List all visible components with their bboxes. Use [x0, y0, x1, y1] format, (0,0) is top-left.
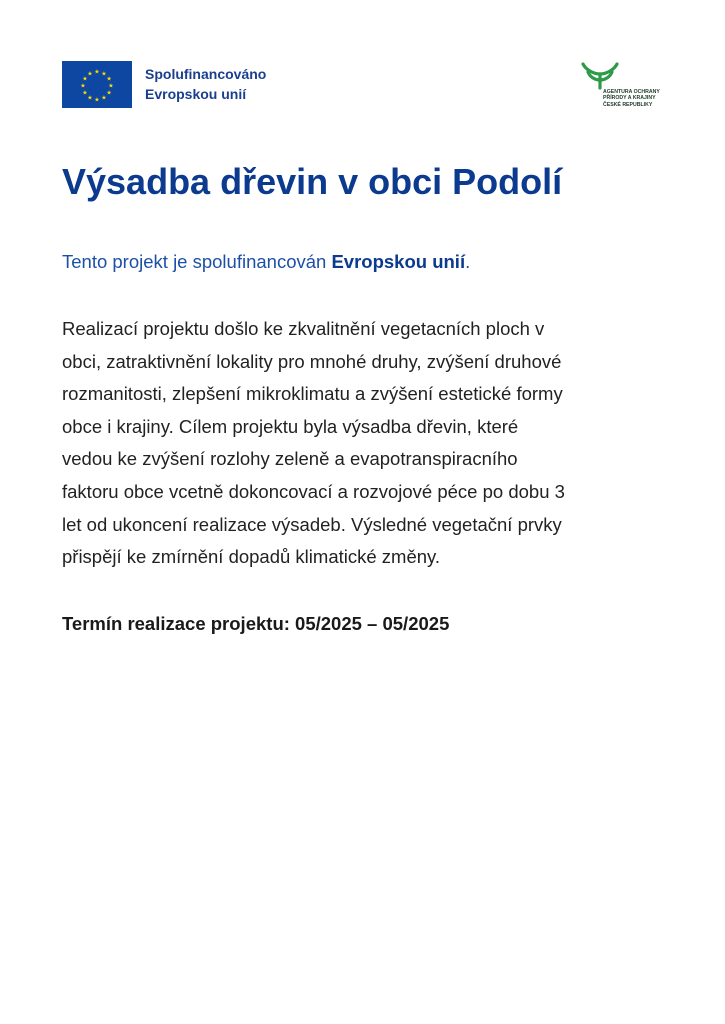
leaf-sprout-icon	[576, 60, 666, 90]
eu-flag-logo	[62, 61, 132, 108]
page-header	[0, 0, 725, 130]
body-line: obci, zatraktivnění lokality pro mnohé druhy, zvýšení druhové	[62, 350, 562, 372]
project-term: Termín realizace projektu: 05/2025 – 05/2025	[62, 613, 450, 634]
body-line: vedou ke zvýšení rozlohy zeleně a evapotranspiracního	[62, 448, 518, 470]
body-line: let od ukoncení realizace výsadeb. Výsledné vegetační prvky	[62, 513, 562, 535]
eu-label-line1: Spolufinancováno	[145, 66, 267, 82]
intro-suffix: .	[465, 251, 471, 272]
body-line: přispějí ke zmírnění dopadů klimatické změny.	[62, 546, 441, 568]
body-line: obce i krajiny. Cílem projektu byla výsadba dřevin, které	[62, 415, 519, 437]
svg-text:★: ★	[108, 82, 114, 90]
cofinancing-statement	[62, 247, 470, 277]
agency-line3: ČESKÉ REPUBLIKY	[603, 101, 653, 108]
project-description	[62, 313, 672, 574]
svg-text:★: ★	[94, 68, 100, 76]
body-line: rozmanitosti, zlepšení mikroklimatu a zvýšení estetické formy	[62, 383, 563, 405]
svg-text:★: ★	[87, 70, 93, 78]
agency-line2: PŘÍRODY A KRAJINY	[603, 95, 656, 102]
body-line: Realizací projektu došlo ke zkvalitnění vegetacních ploch v	[62, 318, 545, 339]
svg-text:★: ★	[82, 89, 88, 97]
svg-text:★: ★	[106, 75, 112, 83]
agency-line1: AGENTURA OCHRANY	[603, 89, 660, 95]
page-title: Výsadba dřevin v obci Podolí	[62, 161, 563, 202]
intro-emphasis: Evropskou unií	[331, 251, 466, 272]
svg-text:★: ★	[101, 94, 107, 102]
svg-text:★: ★	[80, 82, 86, 90]
eu-stars-icon	[62, 61, 132, 108]
svg-text:★: ★	[82, 75, 88, 83]
svg-text:★: ★	[101, 70, 107, 78]
eu-cofinanced-label	[145, 64, 266, 104]
svg-text:★: ★	[94, 96, 100, 104]
agency-name	[603, 89, 660, 108]
eu-label-line2: Evropskou unií	[145, 86, 247, 102]
intro-prefix: Tento projekt je spolufinancován	[62, 251, 332, 272]
svg-text:★: ★	[87, 94, 93, 102]
svg-text:★: ★	[106, 89, 112, 97]
body-line: faktoru obce vcetně dokoncovací a rozvojové péce po dobu 3	[62, 480, 565, 502]
